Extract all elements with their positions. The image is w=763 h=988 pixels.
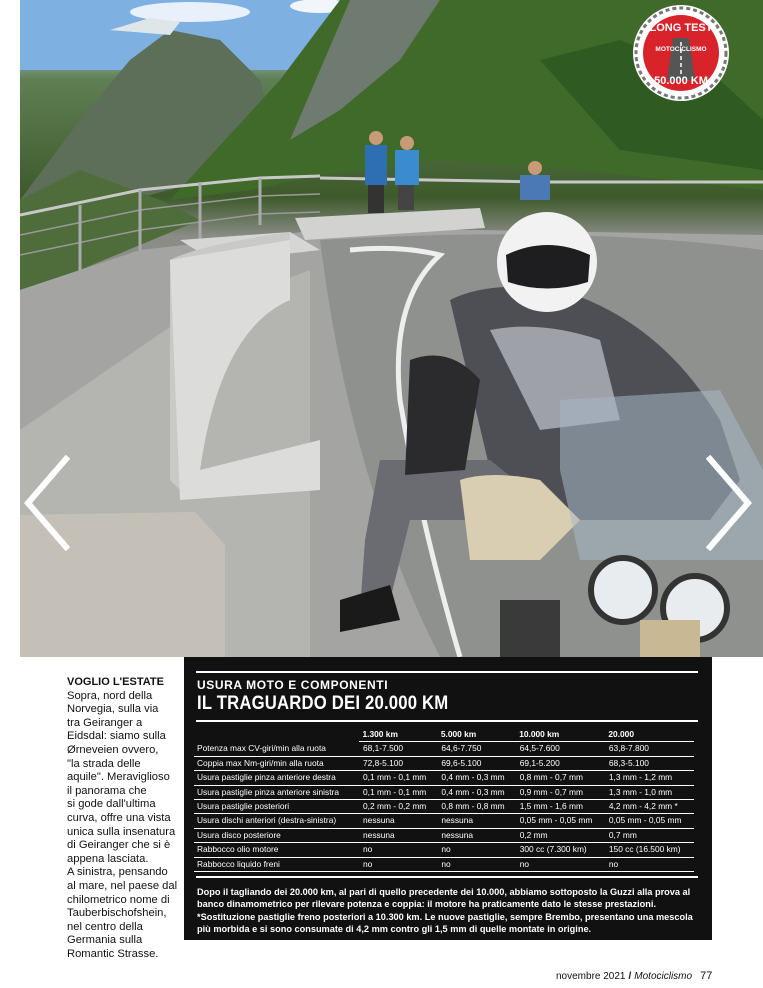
table-cell: 1,5 mm - 1,6 mm <box>516 800 605 814</box>
row-label: Potenza max CV-giri/min alla ruota <box>194 742 360 756</box>
table-cell: nessuna <box>360 828 438 842</box>
table-cell: 68,1-7.500 <box>360 742 438 756</box>
table-cell: 4,2 mm - 4,2 mm * <box>605 800 694 814</box>
table-cell: 0,05 mm - 0,05 mm <box>516 814 605 828</box>
table-cell: 64,6-7.750 <box>438 742 516 756</box>
table-row <box>194 843 694 857</box>
panel-note <box>197 886 709 935</box>
table-cell: 0,05 mm - 0,05 mm <box>605 814 694 828</box>
row-label: Rabbocco liquido freni <box>194 857 360 871</box>
note-line: Dopo il tagliando dei 20.000 km, al pari di quello precedente dei 10.000, abbiamo sottoposto la Guzzi alla prova al <box>197 887 691 897</box>
note-line: più morbida e si sono consumate di 4,2 mm contro gli 1,5 mm di quelle montate in origine. <box>197 923 592 934</box>
table-cell: 300 cc (7.300 km) <box>516 843 605 857</box>
table-row <box>194 857 694 871</box>
table-cell: no <box>438 843 516 857</box>
note-line: banco dinamometrico per rilevare potenza e coppia: il motore ha praticamente dato le stesse prestazioni. <box>197 899 656 910</box>
wear-table <box>194 728 694 872</box>
long-test-badge <box>632 4 730 102</box>
table-row <box>194 814 694 828</box>
table-cell: 69,1-5.200 <box>516 756 605 770</box>
table-cell: 69,6-5.100 <box>438 756 516 770</box>
table-row <box>194 771 694 785</box>
table-cell: nessuna <box>438 828 516 842</box>
table-row <box>194 742 694 756</box>
row-label: Coppia max Nm-giri/min alla ruota <box>194 756 360 770</box>
magazine-name: Motociclismo <box>634 971 693 982</box>
caption-body: Sopra, nord della Norvegia, sulla via tra Geiranger a Eidsdal: siamo sulla Ørneveien ovvero, "la strada delle aquile". Meraviglioso il panorama che si gode dall'ultima curva, offre una vista unica sulla insenatura di Geiranger che si è appena lasciata. A sinistra, pensando al mare, nel paese dal chilometrico nome di Tauberbischofshein, nel centro della Germania sulla Romantic Strasse. <box>67 689 178 960</box>
footer-separator: / <box>628 971 632 982</box>
row-label: Usura pastiglie pinza anteriore destra <box>194 771 360 785</box>
next-image-button[interactable] <box>706 455 754 551</box>
table-cell: 68,3-5.100 <box>605 756 694 770</box>
chevron-left-icon <box>22 455 70 551</box>
badge-center-text: MOTOCICLISMO <box>655 46 707 53</box>
caption-title: VOGLIO L'ESTATE <box>67 676 164 688</box>
table-cell: 0,1 mm - 0,1 mm <box>360 785 438 799</box>
table-cell: 72,8-5.100 <box>360 756 438 770</box>
table-cell: 0,8 mm - 0,8 mm <box>438 800 516 814</box>
table-row <box>194 800 694 814</box>
table-header-row <box>194 728 694 742</box>
table-cell: 63,8-7.800 <box>605 742 694 756</box>
table-cell: 0,7 mm <box>605 828 694 842</box>
row-label: Rabbocco olio motore <box>194 843 360 857</box>
table-cell: no <box>438 857 516 871</box>
table-header-blank <box>194 728 360 742</box>
table-cell: nessuna <box>360 814 438 828</box>
table-cell: 64,5-7.600 <box>516 742 605 756</box>
table-cell: no <box>605 857 694 871</box>
note-line: *Sostituzione pastiglie freno posteriori a 10.300 km. Le nuove pastiglie, sempre Brembo, presentano una mescola <box>197 911 693 922</box>
table-cell: 1,3 mm - 1,0 mm <box>605 785 694 799</box>
photo-caption <box>67 676 183 961</box>
table-header-cell: 20.000 <box>605 728 694 742</box>
table-cell: no <box>360 843 438 857</box>
page-footer <box>556 970 712 982</box>
table-cell: 0,2 mm <box>516 828 605 842</box>
table-cell: no <box>516 857 605 871</box>
row-label: Usura pastiglie pinza anteriore sinistra <box>194 785 360 799</box>
table-cell: 1,3 mm - 1,2 mm <box>605 771 694 785</box>
prev-image-button[interactable] <box>22 455 70 551</box>
table-header-cell: 10.000 km <box>516 728 605 742</box>
table-row <box>194 756 694 770</box>
badge-seal-icon <box>632 4 730 102</box>
table-cell: 0,2 mm - 0,2 mm <box>360 800 438 814</box>
page-number: 77 <box>700 970 713 982</box>
table-row <box>194 785 694 799</box>
badge-bottom-text: 50.000 KM <box>654 75 708 87</box>
motorcycle-photo <box>20 0 763 657</box>
panel-title: IL TRAGUARDO DEI 20.000 KM <box>197 693 449 714</box>
table-header-cell: 1.300 km <box>360 728 438 742</box>
wear-data-panel <box>184 657 712 940</box>
row-label: Usura dischi anteriori (destra-sinistra) <box>194 814 360 828</box>
chevron-right-icon <box>706 455 754 551</box>
table-cell: 0,9 mm - 0,7 mm <box>516 785 605 799</box>
table-cell: 0,4 mm - 0,3 mm <box>438 785 516 799</box>
panel-top-rule <box>196 671 698 673</box>
panel-note-rule <box>196 876 698 878</box>
table-cell: 0,8 mm - 0,7 mm <box>516 771 605 785</box>
panel-title-rule <box>196 720 698 722</box>
table-cell: no <box>360 857 438 871</box>
badge-top-text: LONG TEST <box>649 22 713 34</box>
panel-kicker: USURA MOTO E COMPONENTI <box>197 678 389 692</box>
table-row <box>194 828 694 842</box>
table-cell: 150 cc (16.500 km) <box>605 843 694 857</box>
row-label: Usura pastiglie posteriori <box>194 800 360 814</box>
issue-date: novembre 2021 <box>556 971 626 982</box>
table-header-cell: 5.000 km <box>438 728 516 742</box>
table-cell: 0,4 mm - 0,3 mm <box>438 771 516 785</box>
row-label: Usura disco posteriore <box>194 828 360 842</box>
table-cell: 0,1 mm - 0,1 mm <box>360 771 438 785</box>
table-cell: nessuna <box>438 814 516 828</box>
